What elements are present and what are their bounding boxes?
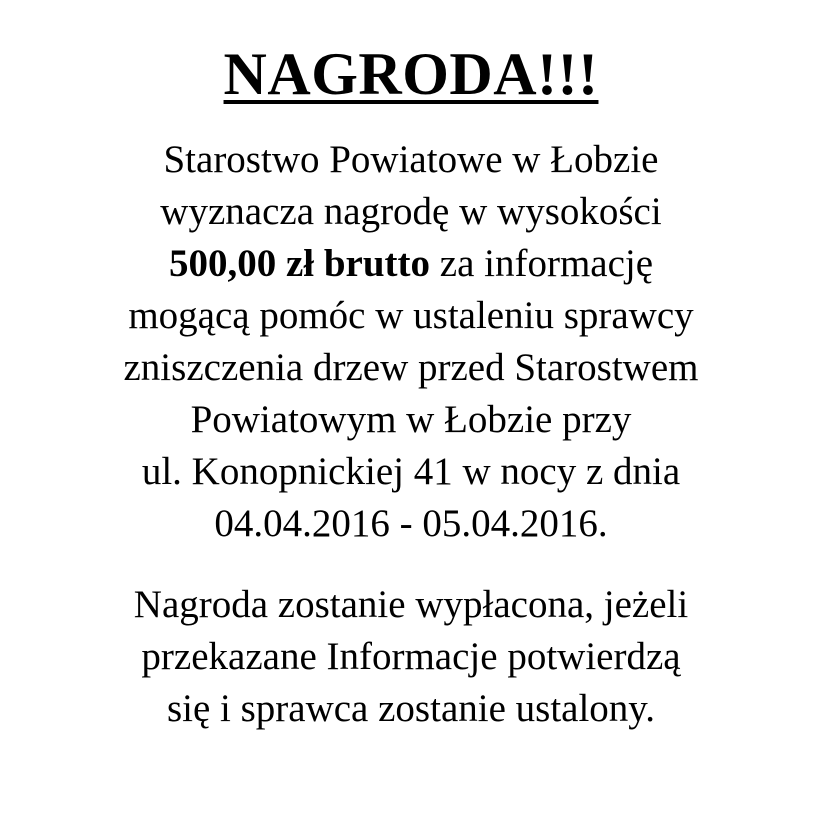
announcement-line-6: Powiatowym w Łobzie przy [190, 398, 632, 441]
announcement-line-2: wyznacza nagrodę w wysokości [160, 190, 662, 233]
announcement-line-8: 04.04.2016 - 05.04.2016. [214, 502, 608, 545]
announcement-line-5: zniszczenia drzew przed Starostwem [123, 346, 699, 389]
announcement-line-3 [0, 238, 822, 290]
announcement-line-3-rest: za informację [430, 242, 654, 285]
page-title: NAGRODA!!! [223, 41, 599, 107]
reward-announcement-paragraph [0, 134, 822, 550]
conditions-line-1: Nagroda zostanie wypłacona, jeżeli [133, 583, 689, 626]
announcement-line-4: mogącą pomóc w ustaleniu sprawcy [128, 294, 694, 337]
payout-conditions-paragraph [0, 579, 822, 735]
conditions-line-2: przekazane Informacje potwierdzą [141, 635, 681, 678]
announcement-line-1: Starostwo Powiatowe w Łobzie [163, 138, 659, 181]
announcement-line-7: ul. Konopnickiej 41 w nocy z dnia [141, 450, 681, 493]
conditions-line-3: się i sprawca zostanie ustalony. [166, 687, 656, 730]
reward-amount: 500,00 zł brutto [168, 242, 431, 285]
